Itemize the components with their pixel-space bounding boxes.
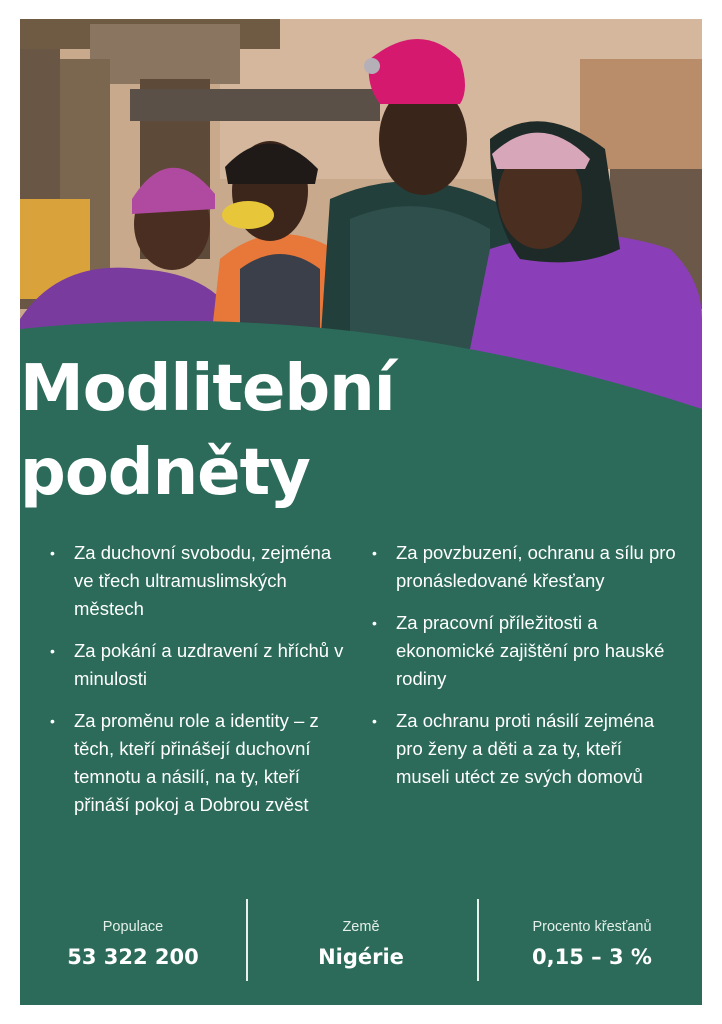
bullet-icon: • [50,545,55,561]
prayer-item [370,609,680,693]
prayer-item [48,707,348,819]
prayer-item [48,539,348,623]
prayer-list-right [370,539,680,805]
prayer-item-text: Za pokání a uzdravení z hříchů v minulosti [74,640,344,689]
bullet-icon: • [372,713,377,729]
prayer-item-text: Za pracovní příležitosti a ekonomické zajištění pro hauské rodiny [396,612,665,689]
stat-country [248,899,474,971]
prayer-list-left [48,539,348,833]
title-line-2: podněty [20,436,310,510]
page-title [20,347,395,515]
bullet-icon: • [50,713,55,729]
prayer-item [370,707,680,791]
prayer-item [48,637,348,693]
stat-value: Nigérie [318,945,404,969]
prayer-item-text: Za ochranu proti násilí zejména pro ženy a děti a za ty, kteří museli utéct ze svých domovů [396,710,655,787]
stats-bar [20,899,702,983]
stat-population [20,899,246,971]
stat-value: 53 322 200 [67,945,199,969]
stat-label: Země [342,919,380,935]
bullet-icon: • [372,615,377,631]
prayer-item-text: Za povzbuzení, ochranu a sílu pro pronásledované křesťany [396,542,676,591]
title-line-1: Modlitební [20,352,395,426]
stat-christians [479,899,702,971]
prayer-item-text: Za duchovní svobodu, zejména ve třech ultramuslimských městech [74,542,332,619]
prayer-card [20,19,702,1005]
prayer-item-text: Za proměnu role a identity – z těch, kteří přinášejí duchovní temnotu a násilí, na ty, kteří přináší pokoj a Dobrou zvěst [74,710,319,815]
stat-label: Populace [102,919,164,935]
stat-label: Procento křesťanů [532,919,652,935]
prayer-item [370,539,680,595]
stat-value: 0,15 – 3 % [532,945,652,969]
bullet-icon: • [50,643,55,659]
bullet-icon: • [372,545,377,561]
